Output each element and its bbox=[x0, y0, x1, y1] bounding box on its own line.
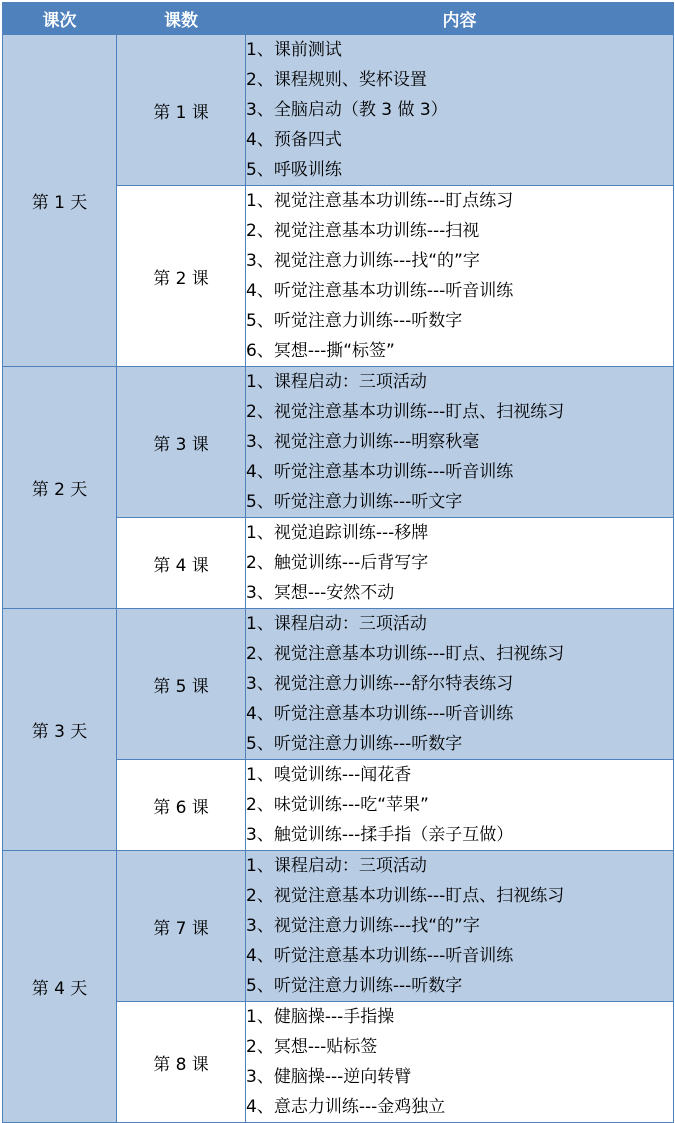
header-row bbox=[3, 3, 674, 35]
schedule-table bbox=[2, 2, 674, 1123]
lesson-content bbox=[246, 518, 674, 609]
content-item: 5、听觉注意力训练---听数字 bbox=[246, 734, 463, 754]
lesson-content bbox=[246, 367, 674, 518]
content-item: 2、视觉注意基本功训练---扫视 bbox=[246, 221, 480, 241]
content-item: 1、课程启动：三项活动 bbox=[246, 614, 427, 634]
content-item: 3、视觉注意力训练---明察秋毫 bbox=[246, 432, 480, 452]
content-item: 3、触觉训练---揉手指（亲子互做） bbox=[246, 825, 514, 845]
header-lesson: 课数 bbox=[117, 3, 246, 35]
content-item: 3、健脑操---逆向转臂 bbox=[246, 1067, 412, 1087]
lesson-label: 第 1 课 bbox=[117, 35, 246, 186]
content-item: 2、视觉注意基本功训练---盯点、扫视练习 bbox=[246, 644, 565, 664]
lesson-label: 第 4 课 bbox=[117, 518, 246, 609]
content-item: 4、听觉注意基本功训练---听音训练 bbox=[246, 281, 514, 301]
lesson-content bbox=[246, 35, 674, 186]
content-item: 3、视觉注意力训练---舒尔特表练习 bbox=[246, 674, 514, 694]
lesson-content bbox=[246, 851, 674, 1002]
lesson-row bbox=[3, 609, 674, 760]
content-item: 1、视觉追踪训练---移牌 bbox=[246, 523, 429, 543]
content-item: 4、意志力训练---金鸡独立 bbox=[246, 1097, 446, 1117]
content-item: 4、听觉注意基本功训练---听音训练 bbox=[246, 462, 514, 482]
content-item: 4、预备四式 bbox=[246, 130, 342, 150]
header-day: 课次 bbox=[3, 3, 117, 35]
content-item: 5、听觉注意力训练---听数字 bbox=[246, 311, 463, 331]
lesson-label: 第 8 课 bbox=[117, 1002, 246, 1123]
content-item: 4、听觉注意基本功训练---听音训练 bbox=[246, 946, 514, 966]
lesson-row bbox=[3, 35, 674, 186]
content-item: 2、视觉注意基本功训练---盯点、扫视练习 bbox=[246, 886, 565, 906]
content-item: 5、呼吸训练 bbox=[246, 160, 342, 180]
content-item: 5、听觉注意力训练---听文字 bbox=[246, 492, 463, 512]
lesson-label: 第 3 课 bbox=[117, 367, 246, 518]
day-label: 第 3 天 bbox=[3, 609, 117, 851]
content-item: 1、课前测试 bbox=[246, 40, 342, 60]
lesson-label: 第 7 课 bbox=[117, 851, 246, 1002]
lesson-label: 第 6 课 bbox=[117, 760, 246, 851]
content-item: 2、触觉训练---后背写字 bbox=[246, 553, 429, 573]
content-item: 5、听觉注意力训练---听数字 bbox=[246, 976, 463, 996]
day-label: 第 2 天 bbox=[3, 367, 117, 609]
content-item: 1、课程启动：三项活动 bbox=[246, 372, 427, 392]
lesson-row bbox=[3, 851, 674, 1002]
content-item: 2、课程规则、奖杯设置 bbox=[246, 70, 427, 90]
lesson-label: 第 2 课 bbox=[117, 186, 246, 367]
content-item: 2、味觉训练---吃“苹果” bbox=[246, 795, 429, 815]
content-item: 1、视觉注意基本功训练---盯点练习 bbox=[246, 191, 514, 211]
lesson-label: 第 5 课 bbox=[117, 609, 246, 760]
content-item: 1、嗅觉训练---闻花香 bbox=[246, 765, 412, 785]
content-item: 3、冥想---安然不动 bbox=[246, 583, 395, 603]
day-label: 第 4 天 bbox=[3, 851, 117, 1123]
content-item: 2、视觉注意基本功训练---盯点、扫视练习 bbox=[246, 402, 565, 422]
content-item: 2、冥想---贴标签 bbox=[246, 1037, 378, 1057]
content-item: 1、课程启动：三项活动 bbox=[246, 856, 427, 876]
content-item: 4、听觉注意基本功训练---听音训练 bbox=[246, 704, 514, 724]
schedule-body bbox=[3, 35, 674, 1123]
header-content: 内容 bbox=[246, 3, 674, 35]
content-item: 3、全脑启动（教 3 做 3） bbox=[246, 100, 448, 120]
lesson-row bbox=[3, 367, 674, 518]
content-item: 3、视觉注意力训练---找“的”字 bbox=[246, 251, 480, 271]
lesson-content bbox=[246, 609, 674, 760]
lesson-content bbox=[246, 186, 674, 367]
content-item: 3、视觉注意力训练---找“的”字 bbox=[246, 916, 480, 936]
day-label: 第 1 天 bbox=[3, 35, 117, 367]
lesson-content bbox=[246, 760, 674, 851]
content-item: 1、健脑操---手指操 bbox=[246, 1007, 395, 1027]
content-item: 6、冥想---撕“标签” bbox=[246, 341, 395, 361]
lesson-content bbox=[246, 1002, 674, 1123]
